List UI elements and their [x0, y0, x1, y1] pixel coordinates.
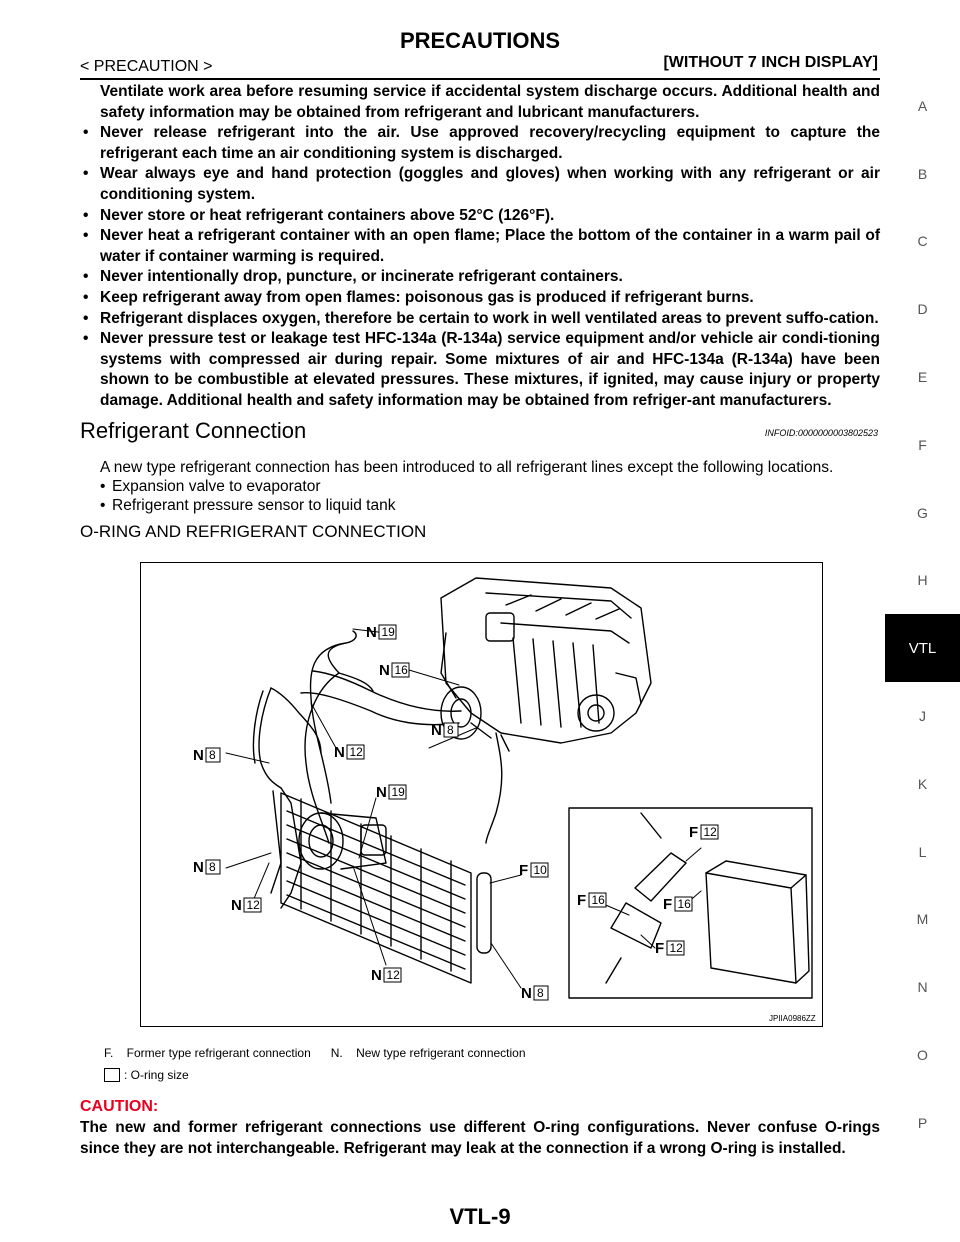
svg-text:F: F — [655, 940, 665, 957]
svg-text:F: F — [577, 892, 587, 909]
svg-text:F: F — [689, 824, 699, 841]
callout-n8 — [193, 747, 220, 764]
callout-f10 — [519, 862, 548, 879]
svg-text:N: N — [366, 624, 377, 641]
subheading: O-RING AND REFRIGERANT CONNECTION — [80, 522, 427, 541]
callout-n19 — [366, 624, 396, 641]
warning-list — [80, 82, 880, 412]
callout-f16 — [663, 896, 692, 913]
svg-text:N: N — [193, 859, 204, 876]
section-tabs — [885, 72, 960, 1157]
section-intro — [100, 458, 880, 515]
header-divider — [80, 78, 880, 80]
callout-n8 — [193, 859, 220, 876]
callout-n16 — [379, 662, 409, 679]
svg-text:N: N — [371, 967, 382, 984]
svg-text:8: 8 — [447, 723, 454, 737]
callout-n8 — [431, 722, 458, 739]
svg-text:12: 12 — [386, 968, 400, 982]
list-item: • Never pressure test or leakage test HFC-134a (R-134a) service equipment and/or vehicle air condi-tioning systems with compressed air during repair. Some mixtures of air and HFC-134a (R-134a) have been shown to be combustible at elevated pressures. These mixtures, if ignited, may cause injury or property damage. Additional health and safety information may be obtained from refriger-ant manufacturers. — [83, 330, 880, 409]
svg-text:10: 10 — [533, 863, 547, 877]
figure-code: JPIIA0986ZZ — [769, 1014, 816, 1023]
callout-n19 — [376, 784, 406, 801]
refrigerant-connection-figure — [140, 562, 823, 1027]
svg-text:N: N — [431, 722, 442, 739]
hvac-unit-drawing — [441, 578, 651, 751]
tab-n[interactable]: N — [917, 979, 928, 996]
o-ring-size-label: : O-ring size — [124, 1068, 189, 1082]
svg-text:12: 12 — [246, 898, 260, 912]
svg-text:8: 8 — [537, 986, 544, 1000]
condenser-drawing — [281, 793, 491, 983]
svg-text:16: 16 — [677, 897, 691, 911]
section-heading — [80, 418, 880, 444]
o-ring-size-box — [104, 1068, 120, 1082]
svg-text:19: 19 — [391, 785, 405, 799]
intro-text: A new type refrigerant connection has been introduced to all refrigerant lines except the following locations. — [100, 459, 834, 476]
svg-text:F: F — [663, 896, 673, 913]
svg-text:F: F — [519, 862, 529, 879]
list-item: • Wear always eye and hand protection (goggles and gloves) when working with any refrigerant or air conditioning system. — [83, 165, 880, 203]
list-item: • Refrigerant pressure sensor to liquid tank — [100, 497, 396, 514]
svg-text:N: N — [193, 747, 204, 764]
svg-text:12: 12 — [669, 941, 683, 955]
tab-j[interactable]: J — [919, 708, 926, 725]
page-number: VTL-9 — [449, 1204, 511, 1229]
svg-text:16: 16 — [591, 893, 605, 907]
tab-vtl[interactable]: VTL — [885, 614, 960, 682]
callout-n12 — [371, 967, 401, 984]
svg-text:16: 16 — [394, 663, 408, 677]
svg-text:N: N — [334, 744, 345, 761]
svg-text:N: N — [379, 662, 390, 679]
page-title: PRECAUTIONS — [399, 28, 561, 53]
callout-f12 — [655, 940, 684, 957]
tab-l[interactable]: L — [918, 843, 927, 860]
svg-text:8: 8 — [209, 860, 216, 874]
list-item: • Keep refrigerant away from open flames: poisonous gas is produced if refrigerant burns. — [83, 288, 754, 306]
tab-m[interactable]: M — [916, 911, 929, 928]
tab-e[interactable]: E — [917, 369, 928, 386]
breadcrumb: < PRECAUTION > — [80, 58, 213, 75]
callout-n12 — [231, 897, 261, 914]
section-title: Refrigerant Connection — [80, 418, 307, 443]
svg-text:19: 19 — [381, 625, 395, 639]
callout-n12 — [334, 744, 364, 761]
caution-text: The new and former refrigerant connections use different O-ring configurations. Never confuse O-rings since they are not interchangeable. Refrigerant may leak at the connection if a wrong O-ring is installed. — [80, 1119, 880, 1157]
tab-b[interactable]: B — [917, 165, 928, 182]
tab-k[interactable]: K — [917, 775, 928, 792]
callout-n8 — [521, 985, 548, 1002]
svg-text:12: 12 — [349, 745, 363, 759]
list-item: • Never release refrigerant into the air. Use approved recovery/recycling equipment to capture the refrigerant each time an air conditioning system is discharged. — [83, 124, 880, 162]
callout-f12 — [689, 824, 718, 841]
tab-a[interactable]: A — [917, 97, 928, 114]
refrigerant-lines-drawing — [253, 631, 501, 908]
svg-text:8: 8 — [209, 748, 216, 762]
svg-text:12: 12 — [703, 825, 717, 839]
list-item: • Never intentionally drop, puncture, or incinerate refrigerant containers. — [83, 268, 623, 286]
tab-f[interactable]: F — [918, 436, 927, 453]
svg-text:N: N — [521, 985, 532, 1002]
list-item: • Refrigerant displaces oxygen, therefore be certain to work in well ventilated areas to prevent suffo-cation. — [83, 309, 879, 327]
svg-text:N: N — [231, 897, 242, 914]
info-id: INFOID:0000000003802523 — [764, 428, 878, 438]
figure-legend: F. Former type refrigerant connection N. New type refrigerant connection — [104, 1046, 526, 1060]
svg-text:N: N — [376, 784, 387, 801]
callout-f16 — [577, 892, 606, 909]
hvac-diagram — [141, 563, 821, 1025]
tab-c[interactable]: C — [917, 233, 928, 250]
tab-o[interactable]: O — [917, 1047, 928, 1064]
list-item: • Expansion valve to evaporator — [100, 478, 321, 495]
list-item: • Never store or heat refrigerant containers above 52°C (126°F). — [83, 206, 555, 224]
o-ring-legend — [104, 1068, 189, 1082]
warning-continued: Ventilate work area before resuming service if accidental system discharge occurs. Additional health and safety information may be obtained from refrigerant and lubricant manufacturers. — [100, 83, 880, 121]
tab-h[interactable]: H — [917, 572, 928, 589]
variant-label: [WITHOUT 7 INCH DISPLAY] — [663, 54, 878, 71]
caution-heading: CAUTION: — [80, 1098, 159, 1115]
tab-p[interactable]: P — [917, 1114, 928, 1131]
list-item: • Never heat a refrigerant container with an open flame; Place the bottom of the container in a warm pail of water if container warming is required. — [83, 227, 880, 265]
tab-d[interactable]: D — [917, 301, 928, 318]
tab-g[interactable]: G — [917, 504, 928, 521]
